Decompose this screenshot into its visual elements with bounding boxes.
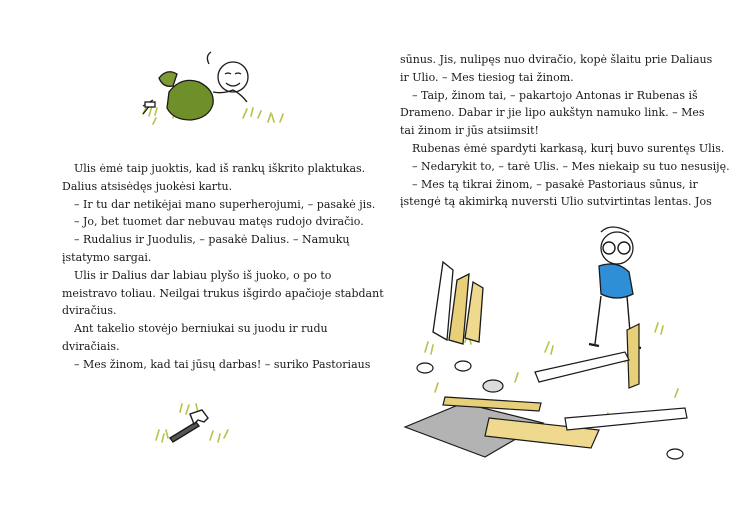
text-line: – Ir tu dar netikėjai mano superherojumi, – pasakė jis. (74, 197, 376, 211)
text-line: tai žinom ir jūs atsiimsit! (400, 124, 539, 138)
text-line: Rubenas ėmė spardyti karkasą, kurį buvo surentęs Ulis. (412, 141, 725, 155)
broken-boards-illustration (405, 222, 705, 482)
hammer-illustration (150, 400, 240, 450)
text-line: įstengė tą akimirką nuversti Ulio sutvirtintas lentas. Jos (400, 195, 712, 209)
text-line: sūnus. Jis, nulipęs nuo dviračio, kopė šlaitu prie Daliaus (400, 53, 713, 66)
text-line: meistravo toliau. Neilgai trukus išgirdo apačioje stabdant (62, 286, 384, 300)
text-line: – Mes žinom, kad tai jūsų darbas! – suriko Pastoriaus (74, 357, 371, 371)
text-line: – Nedarykit to, – tarė Ulis. – Mes niekaip su tuo nesusiję. (412, 159, 730, 173)
text-line: dviračius. (62, 304, 117, 318)
text-line: Drameno. Dabar ir jie lipo aukštyn namuko link. – Mes (400, 106, 705, 120)
right-page-text (400, 51, 730, 211)
text-line: Ant takelio stovėjo berniukai su juodu ir rudu (74, 322, 328, 336)
text-line: – Mes tą tikrai žinom, – pasakė Pastoriaus sūnus, ir (412, 177, 698, 191)
text-line: Dalius atsisėdęs juokėsi kartu. (62, 179, 233, 193)
text-line: – Taip, žinom tai, – pakartojo Antonas ir Rubenas iš (412, 88, 698, 102)
text-line: ir Ulio. – Mes tiesiog tai žinom. (400, 70, 574, 84)
face (218, 62, 248, 92)
text-line: Ulis ėmė taip juoktis, kad iš rankų iškrito plaktukas. (74, 162, 366, 175)
text-line: dviračiais. (62, 339, 120, 353)
laughing-boy-illustration (133, 52, 293, 132)
text-line: Ulis ir Dalius dar labiau plyšo iš juoko, o po to (74, 268, 332, 282)
left-page-text (62, 160, 384, 374)
text-line: – Rudalius ir Juodulis, – pasakė Dalius. – Namukų (74, 233, 350, 247)
text-line: – Jo, bet tuomet dar nebuvau matęs rudojo dviračio. (74, 215, 364, 229)
text-line: įstatymo sargai. (62, 250, 152, 264)
